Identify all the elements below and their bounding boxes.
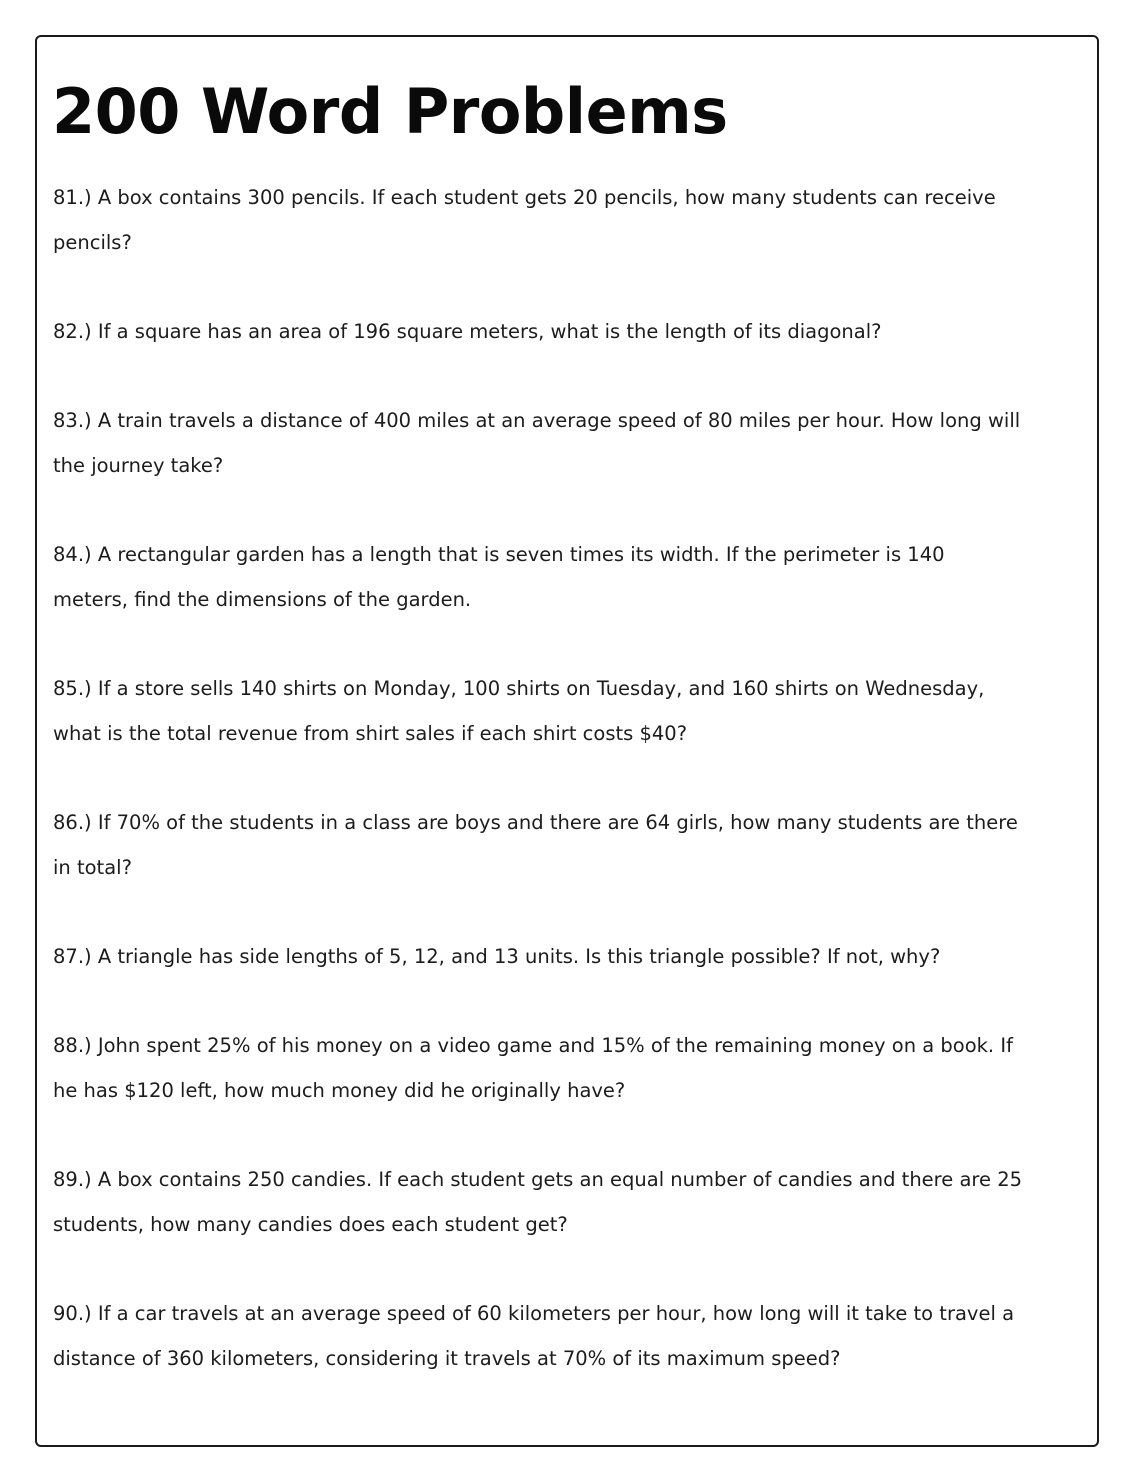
problem-90: 90.) If a car travels at an average speed of 60 kilometers per hour, how long will it take to travel a distance of 360 kilometers, considering it travels at 70% of its maximum speed? xyxy=(53,1302,1015,1370)
problem-84: 84.) A rectangular garden has a length that is seven times its width. If the perimeter is 140 meters, find the dimensions of the garden. xyxy=(53,543,945,611)
page-title: 200 Word Problems xyxy=(52,75,728,148)
problem-list xyxy=(53,175,1023,1425)
problem-88: 88.) John spent 25% of his money on a video game and 15% of the remaining money on a book. If he has $120 left, how much money did he originally have? xyxy=(53,1034,1013,1102)
problem-87: 87.) A triangle has side lengths of 5, 12, and 13 units. Is this triangle possible? If not, why? xyxy=(53,945,941,968)
problem-83: 83.) A train travels a distance of 400 miles at an average speed of 80 miles per hour. How long will the journey take? xyxy=(53,409,1021,477)
problem-86: 86.) If 70% of the students in a class are boys and there are 64 girls, how many students are there in total? xyxy=(53,811,1018,879)
problem-82: 82.) If a square has an area of 196 square meters, what is the length of its diagonal? xyxy=(53,320,882,343)
problem-85: 85.) If a store sells 140 shirts on Monday, 100 shirts on Tuesday, and 160 shirts on Wednesday, what is the total revenue from shirt sales if each shirt costs $40? xyxy=(53,677,985,745)
problem-89: 89.) A box contains 250 candies. If each student gets an equal number of candies and there are 25 students, how many candies does each student get? xyxy=(53,1168,1023,1236)
problem-81: 81.) A box contains 300 pencils. If each student gets 20 pencils, how many students can receive pencils? xyxy=(53,186,996,254)
